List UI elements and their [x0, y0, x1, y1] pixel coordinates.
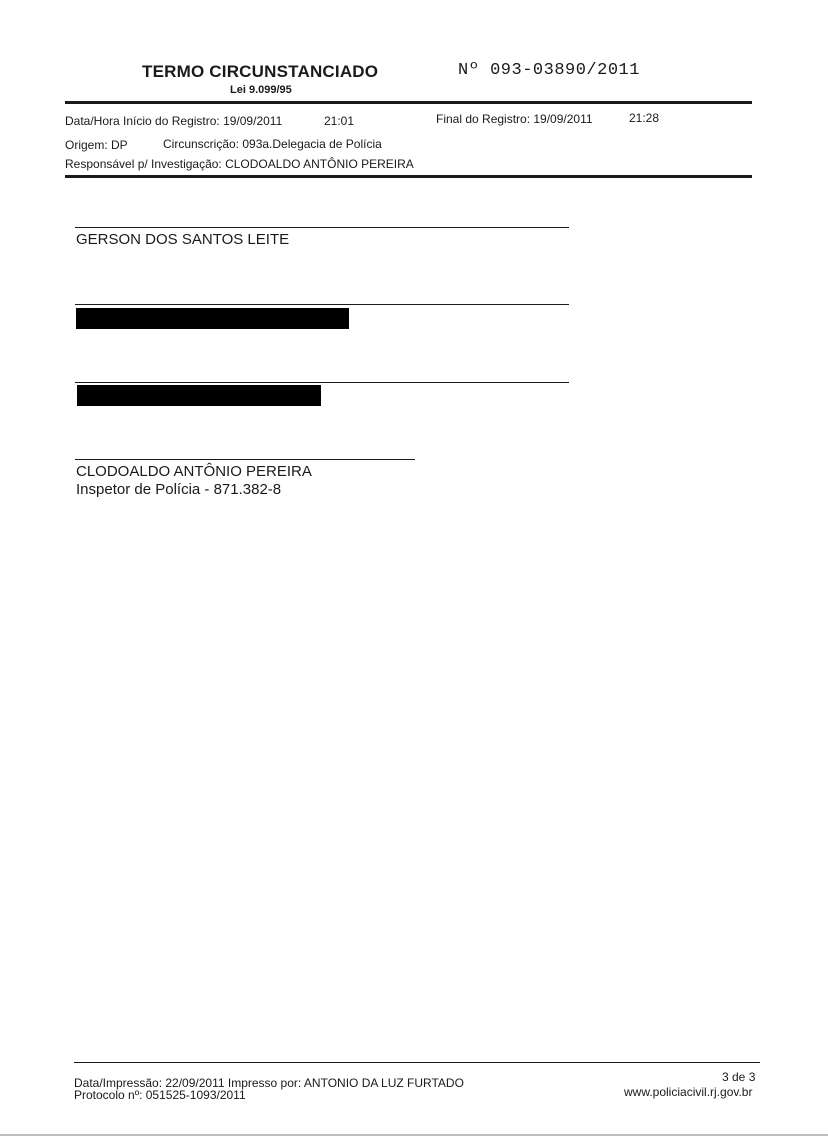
- registro-inicio: Data/Hora Início do Registro: 19/09/2011: [65, 114, 283, 128]
- scan-bottom-edge: [0, 1134, 828, 1136]
- officer-name: CLODOALDO ANTÔNIO PEREIRA: [76, 463, 312, 480]
- origem: Origem: DP: [65, 138, 128, 152]
- footer-divider: [74, 1062, 760, 1063]
- redaction-bar-2: [77, 385, 321, 406]
- registro-final-hora: 21:28: [629, 111, 660, 125]
- signature-line-1: [75, 227, 569, 228]
- footer-impressao: Data/Impressão: 22/09/2011 Impresso por: ANTONIO DA LUZ FURTADO: [74, 1076, 464, 1090]
- header-divider-top: [65, 101, 752, 104]
- circunscricao: Circunscrição: 093a.Delegacia de Polícia: [163, 137, 382, 151]
- signatory-name-1: GERSON DOS SANTOS LEITE: [76, 231, 290, 248]
- website: www.policiacivil.rj.gov.br: [624, 1085, 753, 1099]
- page-number: 3 de 3: [722, 1070, 756, 1084]
- responsavel: Responsável p/ Investigação: CLODOALDO ANTÔNIO PEREIRA: [65, 157, 414, 171]
- officer-role: Inspetor de Polícia - 871.382-8: [76, 481, 282, 498]
- registro-final: Final do Registro: 19/09/2011: [436, 112, 593, 126]
- document-title: TERMO CIRCUNSTANCIADO: [142, 62, 379, 81]
- signature-line-officer: [75, 459, 415, 460]
- registro-inicio-hora: 21:01: [324, 114, 355, 128]
- footer-protocolo: Protocolo nº: 051525-1093/2011: [74, 1088, 246, 1102]
- signature-line-2: [75, 304, 569, 305]
- header-divider-bottom: [65, 175, 752, 178]
- law-reference: Lei 9.099/95: [230, 84, 292, 96]
- signature-line-3: [75, 382, 569, 383]
- redaction-bar-1: [76, 308, 349, 329]
- document-number: Nº 093-03890/2011: [458, 61, 640, 80]
